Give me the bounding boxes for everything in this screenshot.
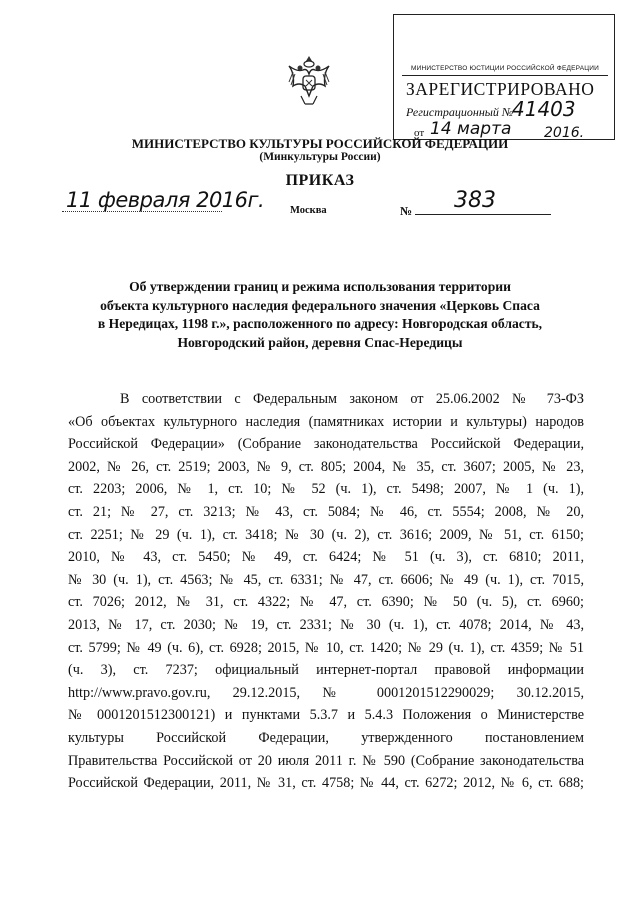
stamp-reg-year: 2016. [544,125,585,141]
order-body [68,388,584,795]
number-underline [415,214,551,215]
stamp-from-label: от [414,127,425,139]
stamp-registered: ЗАРЕГИСТРИРОВАНО [406,79,595,99]
city: Москва [290,205,327,216]
body-line: http://www.pravo.gov.ru, 29.12.2015, № 0001201512290029; 30.12.2015, [68,684,584,701]
body-line: № 0001201512300121) и пунктами 5.3.7 и 5.4.3 Положения о Министерстве [68,707,584,724]
coat-of-arms-icon [283,52,335,110]
body-line: «Об объектах культурного наследия (памятниках истории и культуры) народов [68,413,584,430]
body-line: Российской Федерации» (Собрание законодательства Российской Федерации, [68,436,584,453]
subject-line: объекта культурного наследия федерального значения «Церковь Спаса [100,297,540,313]
order-subject [60,278,580,352]
body-line: ст. 7026; 2012, № 31, ст. 4322; № 47, ст. 6390; № 50 (ч. 5), ст. 6960; [68,594,584,611]
stamp-reg-number: 41403 [512,97,576,121]
body-line: ст. 2251; № 29 (ч. 1), ст. 3418; № 30 (ч. 2), ст. 3616; 2009, № 51, ст. 6150; [68,526,584,543]
subject-line: в Нередицах, 1198 г.», расположенного по адресу: Новгородская область, [97,316,543,331]
body-line: № 30 (ч. 1), ст. 4563; № 45, ст. 6331; № 47, ст. 6606; № 49 (ч. 1), ст. 7015, [68,571,584,588]
body-line: Правительства Российской от 20 июля 2011 г. № 590 (Собрание законодательства [68,752,584,769]
body-line: 2013, № 17, ст. 2030; № 19, ст. 2331; № 30 (ч. 1), ст. 4078; 2014, № 43, [68,616,584,633]
stamp-ministry: МИНИСТЕРСТВО ЮСТИЦИИ РОССИЙСКОЙ ФЕДЕРАЦИИ [410,65,600,72]
ministry-short-name: (Минкультуры России) [259,151,381,163]
stamp-reg-label: Регистрационный № [406,105,514,119]
document-type: ПРИКАЗ [285,172,355,189]
subject-line: Об утверждении границ и режима использования территории [129,279,511,294]
order-date: 11 февраля 2016г. [66,188,265,212]
body-line: ст. 5799; № 49 (ч. 6), ст. 6928; 2015, № 10, ст. 1420; № 29 (ч. 1), ст. 4359; № 51 [68,639,584,656]
date-underline [62,211,222,212]
subject-line: Новгородский район, деревня Спас-Нередицы [177,334,463,350]
body-line: 2010, № 43, ст. 5450; № 49, ст. 6424; № 51 (ч. 3), ст. 6810; 2011, [68,549,584,566]
body-line: культуры Российской Федерации, утвержденного постановлением [68,729,584,746]
body-line: ст. 21; № 27, ст. 3213; № 43, ст. 5084; № 46, ст. 5554; 2008, № 20, [68,503,584,520]
registration-stamp [393,14,615,140]
order-number: 383 [454,188,496,213]
stamp-reg-date: 14 марта [430,119,512,139]
body-line: 2002, № 26, ст. 2519; 2003, № 9, ст. 805; 2004, № 35, ст. 3607; 2005, № 23, [68,458,584,475]
ministry-name: МИНИСТЕРСТВО КУЛЬТУРЫ РОССИЙСКОЙ ФЕДЕРАЦИИ [131,136,509,151]
number-sign: № [400,204,413,218]
stamp-divider [402,75,608,76]
body-line: В соответствии с Федеральным законом от 25.06.2002 № 73-ФЗ [120,391,584,407]
body-line: ст. 2203; 2006, № 1, ст. 10; № 52 (ч. 1), ст. 5498; 2007, № 1 (ч. 1), [68,481,584,498]
body-line: Российской Федерации, 2011, № 31, ст. 4758; № 44, ст. 6272; 2012, № 6, ст. 688; [68,775,584,792]
body-line: (ч. 3), ст. 7237; официальный интернет-портал правовой информации [68,662,584,679]
